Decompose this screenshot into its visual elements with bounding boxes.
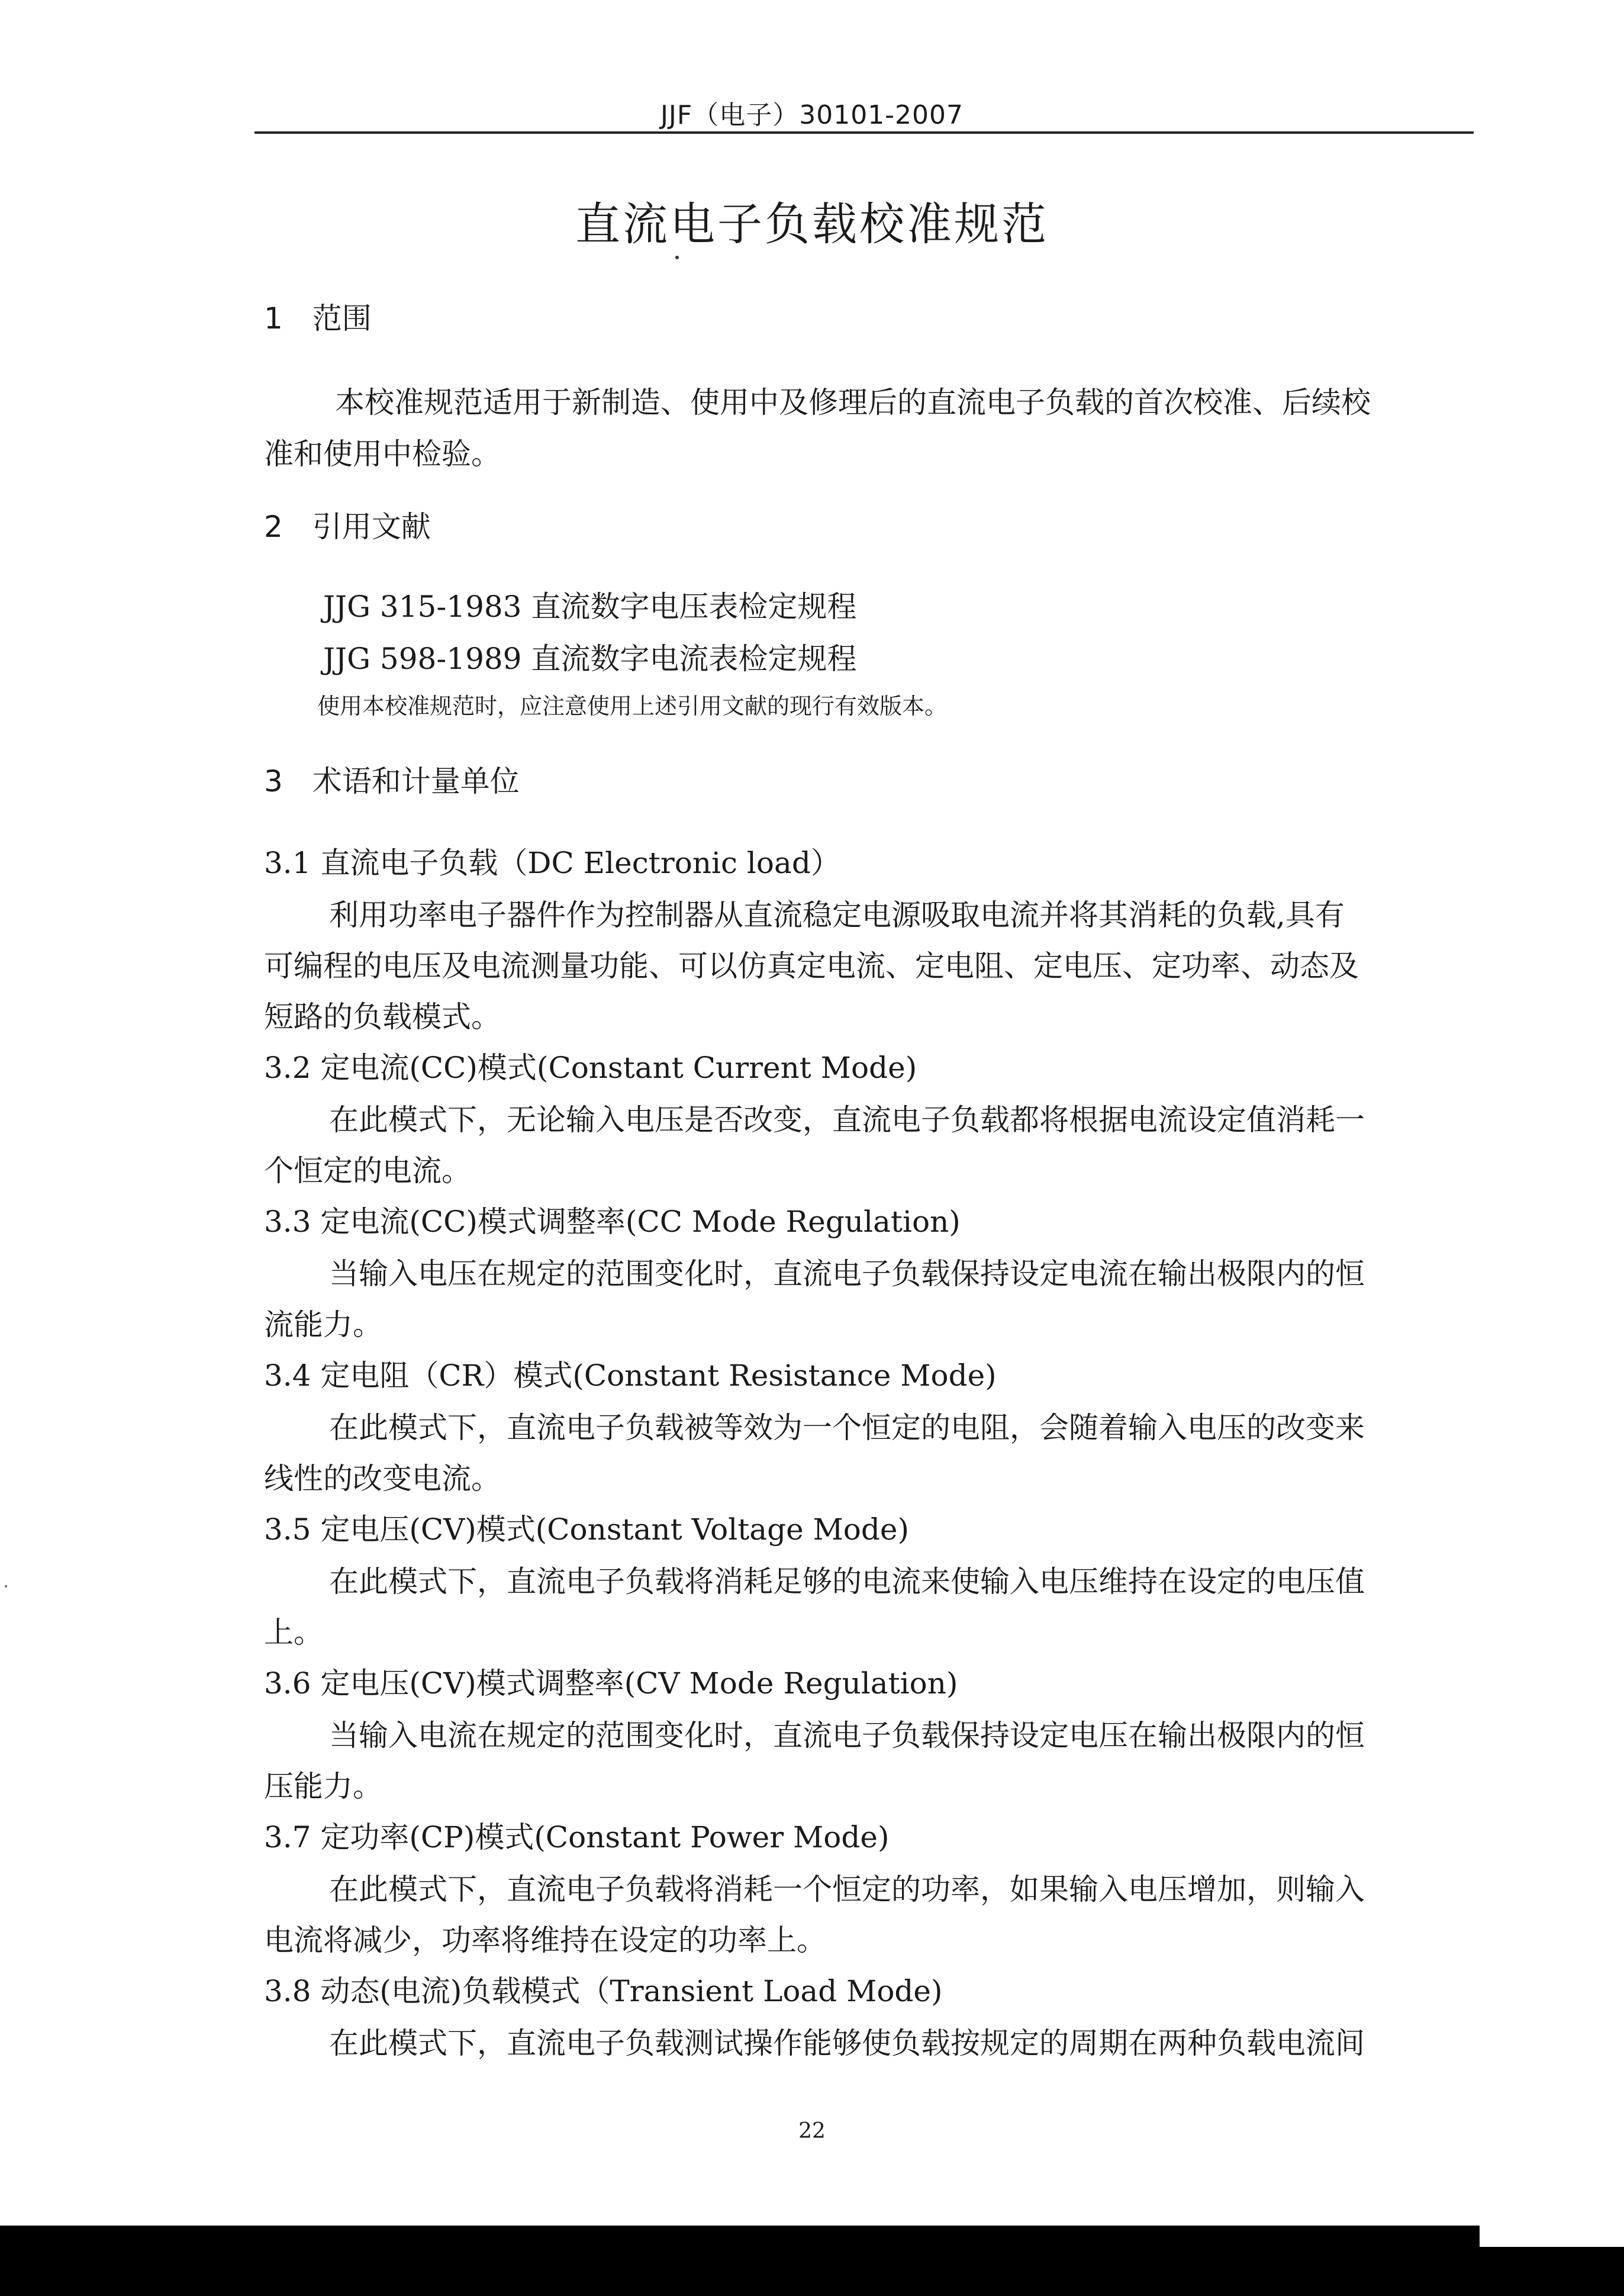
term-3-8-line-1: 在此模式下，直流电子负载测试操作能够使负载按规定的周期在两种负载电流间 — [329, 2026, 1365, 2060]
term-3-1-line-3: 短路的负载模式。 — [264, 1000, 501, 1034]
term-3-4-line-2: 线性的改变电流。 — [264, 1461, 501, 1496]
term-3-1-line-2: 可编程的电压及电流测量功能、可以仿真定电流、定电阻、定电压、定功率、动态及 — [264, 949, 1359, 983]
term-3-6-line-1: 当输入电流在规定的范围变化时，直流电子负载保持设定电压在输出极限内的恒 — [329, 1718, 1365, 1753]
term-3-6-line-2: 压能力。 — [264, 1769, 382, 1804]
term-3-7-line-1: 在此模式下，直流电子负载将消耗一个恒定的功率，如果输入电压增加，则输入 — [329, 1872, 1365, 1907]
term-3-7-title: 3.7 定功率(CP)模式(Constant Power Mode) — [264, 1820, 890, 1854]
section-2-heading: 2 引用文献 — [264, 510, 431, 544]
term-3-2-title: 3.2 定电流(CC)模式(Constant Current Mode) — [264, 1051, 917, 1085]
reference-note: 使用本校准规范时，应注意使用上述引用文献的现行有效版本。 — [317, 693, 948, 719]
term-3-5-line-1: 在此模式下，直流电子负载将消耗足够的电流来使输入电压维持在设定的电压值 — [329, 1564, 1365, 1599]
section-1-heading: 1 范围 — [264, 301, 372, 336]
term-3-2-line-1: 在此模式下，无论输入电压是否改变，直流电子负载都将根据电流设定值消耗一 — [329, 1103, 1365, 1137]
scan-speck — [5, 1585, 7, 1587]
term-3-5-title: 3.5 定电压(CV)模式(Constant Voltage Mode) — [264, 1512, 910, 1547]
term-3-3-line-2: 流能力。 — [264, 1308, 382, 1342]
term-3-4-title: 3.4 定电阻（CR）模式(Constant Resistance Mode) — [264, 1358, 997, 1393]
document-title: 直流电子负载校准规范 — [575, 198, 1049, 250]
term-3-3-line-1: 当输入电压在规定的范围变化时，直流电子负载保持设定电流在输出极限内的恒 — [329, 1257, 1365, 1291]
running-header: JJF（电子）30101-2007 — [660, 100, 964, 130]
scan-edge-gap — [1480, 2226, 1624, 2247]
term-3-8-title: 3.8 动态(电流)负载模式（Transient Load Mode) — [264, 1974, 943, 2008]
term-3-5-line-2: 上。 — [264, 1615, 323, 1650]
term-3-3-title: 3.3 定电流(CC)模式调整率(CC Mode Regulation) — [264, 1205, 961, 1239]
scan-edge-bar — [0, 2226, 1624, 2296]
term-3-6-title: 3.6 定电压(CV)模式调整率(CV Mode Regulation) — [264, 1666, 958, 1701]
section-1-line-1: 本校准规范适用于新制造、使用中及修理后的直流电子负载的首次校准、后续校 — [335, 385, 1371, 420]
header-rule — [254, 131, 1474, 134]
term-3-1-title: 3.1 直流电子负载（DC Electronic load） — [264, 846, 840, 880]
page-number: 22 — [798, 2119, 826, 2143]
term-3-7-line-2: 电流将减少，功率将维持在设定的功率上。 — [264, 1923, 826, 1957]
term-3-1-line-1: 利用功率电子器件作为控制器从直流稳定电源吸取电流并将其消耗的负载,具有 — [329, 898, 1345, 932]
reference-2: JJG 598-1989 直流数字电流表检定规程 — [323, 642, 857, 676]
title-dot — [675, 256, 679, 259]
section-1-line-2: 准和使用中检验。 — [264, 437, 501, 471]
term-3-4-line-1: 在此模式下，直流电子负载被等效为一个恒定的电阻，会随着输入电压的改变来 — [329, 1411, 1365, 1445]
term-3-2-line-2: 个恒定的电流。 — [264, 1154, 471, 1188]
section-3-heading: 3 术语和计量单位 — [264, 764, 520, 798]
reference-1: JJG 315-1983 直流数字电压表检定规程 — [323, 590, 857, 624]
